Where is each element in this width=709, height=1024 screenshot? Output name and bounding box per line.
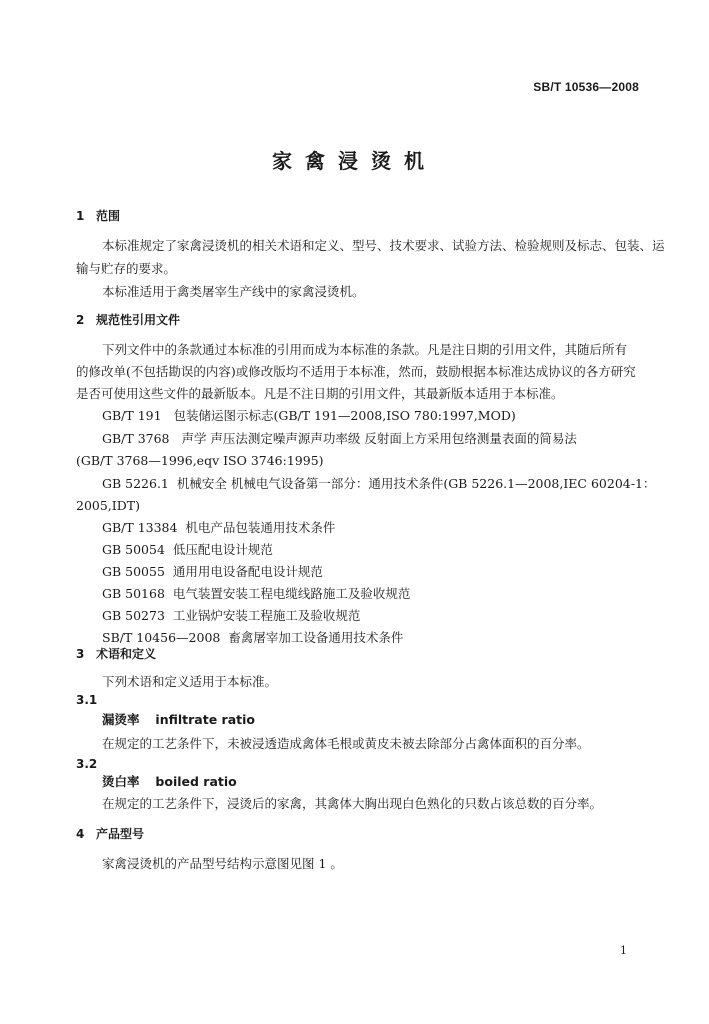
- term-chinese: 漏烫率: [102, 712, 140, 727]
- references-intro-line: 是否可使用这些文件的最新版本。凡是不注日期的引用文件，其最新版本适用于本标准。: [76, 386, 564, 401]
- document-code: SB/T 10536—2008: [533, 80, 639, 94]
- section-2-heading: [76, 312, 180, 328]
- reference-title: 包装储运图示标志(GB/T 191—2008,ISO 780:1997,MOD): [173, 408, 516, 423]
- term-english: boiled ratio: [155, 774, 237, 789]
- reference-item-continuation: (GB/T 3768—1996,eqv ISO 3746:1995): [76, 453, 324, 468]
- section-number: 3: [76, 647, 85, 661]
- reference-item: [102, 564, 323, 580]
- reference-item: [102, 476, 655, 492]
- reference-item: [102, 520, 335, 536]
- term-definition: 在规定的工艺条件下，浸烫后的家禽，其禽体大胸出现白色熟化的只数占该总数的百分率。: [102, 796, 603, 811]
- scope-paragraph-line: 本标准规定了家禽浸烫机的相关术语和定义、型号、技术要求、试验方法、检验规则及标志、包装、运: [102, 238, 665, 253]
- term-chinese: 烫白率: [102, 774, 140, 789]
- document-title: 家禽浸烫机: [272, 149, 437, 173]
- terms-intro: 下列术语和定义适用于本标准。: [102, 674, 278, 689]
- section-4-heading: [76, 826, 144, 842]
- reference-item: [102, 408, 516, 424]
- term-name: [102, 712, 255, 728]
- term-number: 3.1: [76, 693, 98, 707]
- reference-title: 机械安全 机械电气设备第一部分：通用技术条件(GB 5226.1—2008,IEC 60204-1：: [176, 476, 656, 491]
- reference-item: [102, 586, 410, 602]
- reference-code: GB/T 3768: [102, 431, 170, 446]
- reference-code: GB 50273: [102, 608, 165, 623]
- reference-title: 低压配电设计规范: [172, 542, 273, 557]
- page-number: 1: [620, 944, 627, 957]
- reference-item-continuation: 2005,IDT): [76, 498, 140, 513]
- section-title: 产品型号: [96, 827, 145, 841]
- reference-code: GB 50054: [102, 542, 165, 557]
- scope-paragraph: 本标准适用于禽类屠宰生产线中的家禽浸烫机。: [102, 284, 365, 299]
- section-title: 规范性引用文件: [96, 313, 181, 327]
- reference-title: 工业锅炉安装工程施工及验收规范: [172, 608, 361, 623]
- references-intro-line: 的修改单(不包括勘误的内容)或修改版均不适用于本标准，然而，鼓励根据本标准达成协议的各方研究: [76, 364, 636, 379]
- reference-title: 畜禽屠宰加工设备通用技术条件: [228, 630, 404, 645]
- term-english: infiltrate ratio: [155, 712, 255, 727]
- section-number: 1: [76, 209, 85, 223]
- model-paragraph: 家禽浸烫机的产品型号结构示意图见图 1 。: [102, 856, 343, 871]
- section-3-heading: [76, 646, 156, 662]
- reference-title: 机电产品包装通用技术条件: [185, 520, 336, 535]
- section-1-heading: [76, 208, 120, 224]
- reference-title: 电气装置安装工程电缆线路施工及验收规范: [172, 586, 411, 601]
- scope-paragraph-line: 输与贮存的要求。: [76, 261, 177, 276]
- reference-title: 声学 声压法测定噪声源声功率级 反射面上方采用包络测量表面的简易法: [181, 431, 577, 446]
- references-intro-line: 下列文件中的条款通过本标准的引用而成为本标准的条款。凡是注日期的引用文件，其随后所有: [102, 342, 628, 357]
- reference-code: GB 50168: [102, 586, 165, 601]
- reference-item: [102, 608, 360, 624]
- section-title: 术语和定义: [96, 647, 157, 661]
- reference-code: GB 50055: [102, 564, 165, 579]
- section-number: 4: [76, 827, 85, 841]
- section-number: 2: [76, 313, 85, 327]
- reference-title: 通用用电设备配电设计规范: [172, 564, 323, 579]
- reference-code: GB 5226.1: [102, 476, 169, 491]
- reference-code: SB/T 10456—2008: [102, 630, 221, 645]
- term-name: [102, 774, 237, 790]
- reference-code: GB/T 13384: [102, 520, 178, 535]
- reference-item: [102, 542, 273, 558]
- term-definition: 在规定的工艺条件下，未被浸透造成禽体毛根或黄皮未被去除部分占禽体面积的百分率。: [102, 736, 590, 751]
- section-title: 范围: [96, 209, 121, 223]
- reference-item: [102, 431, 577, 447]
- reference-code: GB/T 191: [102, 408, 162, 423]
- term-number: 3.2: [76, 757, 98, 771]
- reference-item: [102, 630, 403, 646]
